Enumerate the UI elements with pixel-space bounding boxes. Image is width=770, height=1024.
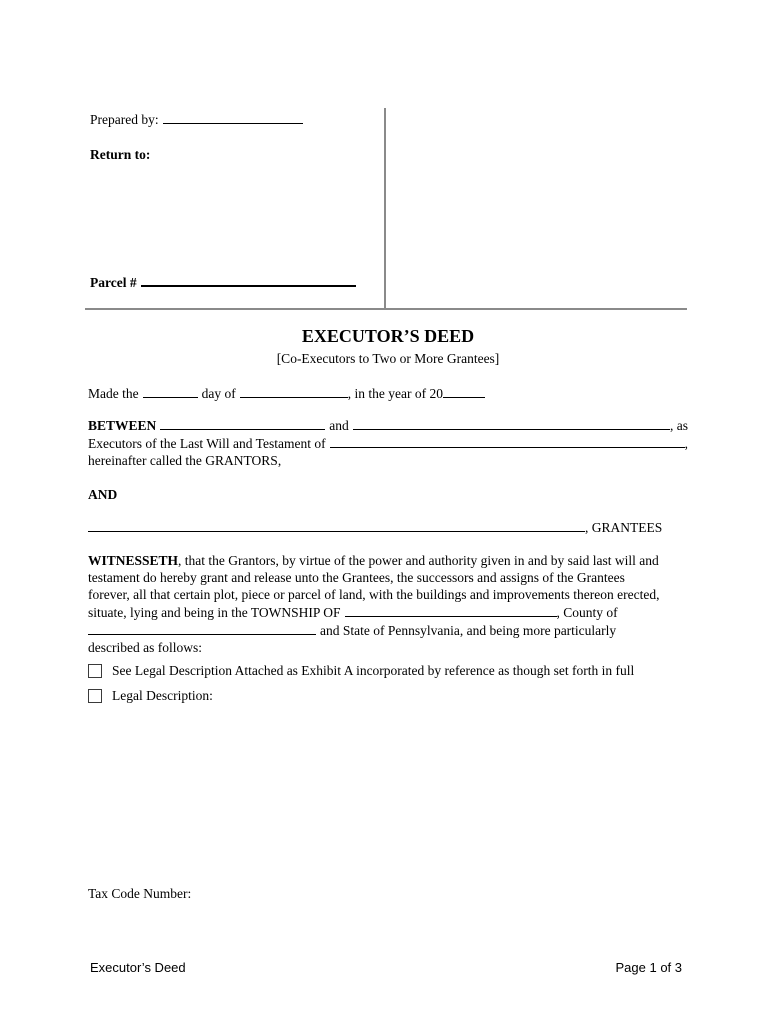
witnesseth-line-2: testament do hereby grant and release unto the Grantees, the successors and assigns of the Grantees [88, 570, 625, 585]
testament-label: Executors of the Last Will and Testament of [88, 436, 326, 451]
decedent-blank[interactable] [330, 434, 685, 448]
witnesseth-keyword: WITNESSETH [88, 553, 179, 568]
legal-description-row [88, 687, 688, 704]
between-line-1 [88, 416, 688, 434]
date-line [88, 384, 688, 402]
witnesseth-line-4 [88, 603, 688, 621]
township-blank[interactable] [345, 603, 557, 617]
witnesseth-line-1 [88, 552, 688, 569]
county-blank[interactable] [88, 621, 316, 635]
between-as-suffix: , as [670, 418, 688, 433]
day-blank[interactable] [143, 384, 198, 398]
parcel-line [90, 272, 356, 291]
parcel-label: Parcel # [90, 275, 137, 290]
parcel-blank[interactable] [141, 272, 356, 287]
page-title: EXECUTOR’S DEED [301, 326, 475, 346]
footer-document-title: Executor’s Deed [90, 960, 186, 975]
witnesseth-line1-text: , that the Grantors, by virtue of the power and authority given in and by said last will and [178, 553, 659, 568]
page-footer [90, 960, 682, 976]
between-line2-suffix: , [684, 436, 688, 451]
grantees-suffix: , GRANTEES [585, 520, 663, 535]
witnesseth-line-5 [88, 621, 688, 639]
exhibit-a-checkbox[interactable] [88, 664, 102, 678]
between-and-word: and [329, 418, 349, 433]
date-line-mid: day of [201, 386, 236, 401]
described-as-follows-line: described as follows: [88, 640, 202, 655]
executor1-blank[interactable] [160, 416, 325, 430]
executor2-blank[interactable] [353, 416, 670, 430]
between-paragraph [88, 416, 688, 469]
and-keyword: AND [88, 487, 118, 502]
prepared-by-blank[interactable] [163, 110, 303, 124]
header-vertical-divider [384, 108, 386, 308]
witnesseth-paragraph [88, 552, 688, 656]
year-blank[interactable] [443, 384, 485, 398]
date-line-pre: Made the [88, 386, 139, 401]
page-subtitle: [Co-Executors to Two or More Grantees] [276, 351, 500, 366]
legal-description-checkbox[interactable] [88, 689, 102, 703]
witnesseth-line-3: forever, all that certain plot, piece or parcel of land, with the buildings and improvements thereon erected, [88, 587, 660, 602]
county-of-suffix: , County of [556, 605, 618, 620]
month-blank[interactable] [240, 384, 348, 398]
grantors-line: hereinafter called the GRANTORS, [88, 453, 282, 468]
return-to-label: Return to: [90, 147, 151, 162]
grantees-blank[interactable] [88, 518, 585, 532]
tax-code-label: Tax Code Number: [88, 886, 192, 901]
exhibit-a-label: See Legal Description Attached as Exhibit A incorporated by reference as though set forth in full [112, 663, 635, 678]
document-body [88, 325, 688, 902]
legal-description-label: Legal Description: [112, 688, 213, 703]
between-line-2 [88, 434, 688, 452]
state-text: and State of Pennsylvania, and being more particularly [320, 623, 617, 638]
date-line-post: , in the year of 20 [347, 386, 443, 401]
exhibit-a-row [88, 662, 688, 679]
footer-page-number: Page 1 of 3 [615, 960, 682, 975]
township-label: situate, lying and being in the TOWNSHIP OF [88, 605, 341, 620]
prepared-by-label: Prepared by: [90, 112, 159, 127]
grantees-line [88, 518, 688, 536]
prepared-by-line [90, 110, 303, 128]
between-keyword: BETWEEN [88, 418, 157, 433]
header-block [85, 0, 687, 310]
